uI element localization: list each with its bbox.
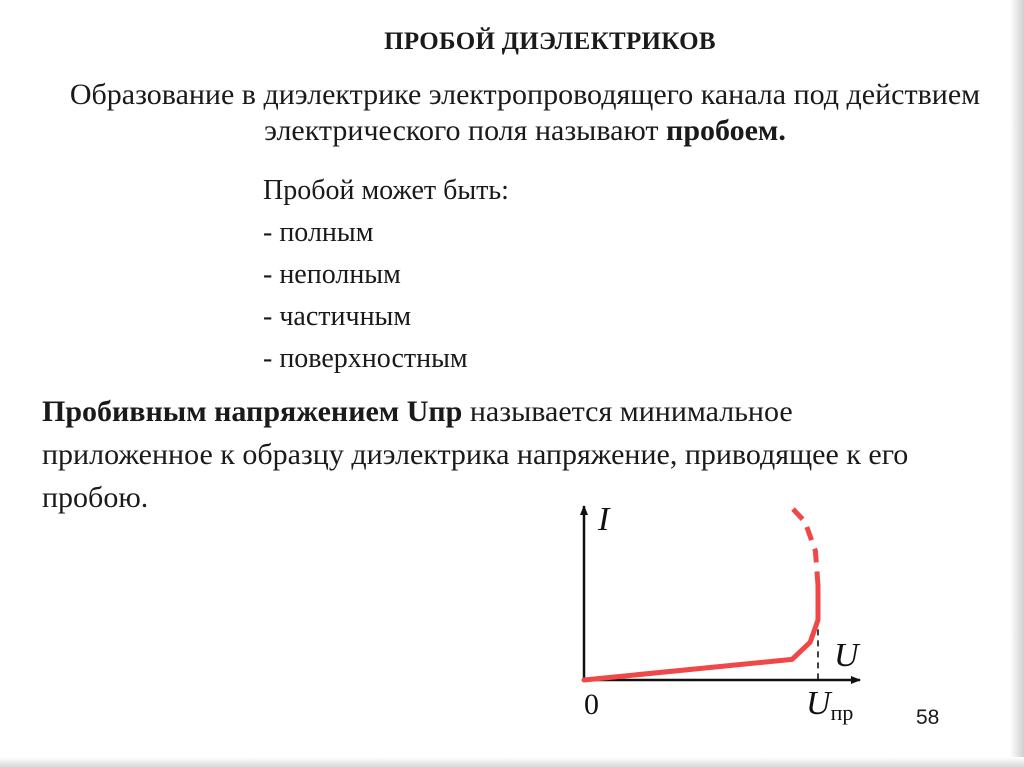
definition-text: Образование в диэлектрике электропроводящего канала под действием электрического поля называют: [69, 78, 981, 147]
origin-label: 0: [584, 688, 599, 721]
y-axis-label: I: [598, 501, 610, 538]
types-intro: Пробой может быть:: [263, 175, 509, 206]
definition-term: пробоем.: [666, 114, 786, 147]
slide-edge-shadow: [1010, 0, 1024, 767]
list-item: - неполным: [263, 259, 401, 290]
breakdown-types: [263, 170, 509, 380]
x-axis-label: U: [834, 637, 859, 674]
series-dashed: [792, 508, 818, 585]
slide-title: ПРОБОЙ ДИЭЛЕКТРИКОВ: [384, 28, 716, 55]
iv-chart: [560, 500, 880, 730]
breakdown-definition: [40, 77, 1010, 149]
breakdown-tick-main: U: [806, 685, 831, 722]
voltage-text: называется минимальное приложенное к образцу диэлектрика напряжение, приводящее к его пробою.: [42, 395, 909, 514]
slide-bottom-shadow: [0, 757, 1024, 767]
list-item: - частичным: [263, 301, 412, 332]
page-number: 58: [916, 706, 940, 729]
voltage-term: Пробивным напряжением Uпр: [42, 395, 463, 428]
list-item: - полным: [263, 217, 374, 248]
breakdown-tick-label: [806, 685, 853, 725]
breakdown-tick-sub: пр: [830, 700, 854, 725]
list-item: - поверхностным: [263, 343, 468, 374]
series-solid: [584, 585, 818, 680]
